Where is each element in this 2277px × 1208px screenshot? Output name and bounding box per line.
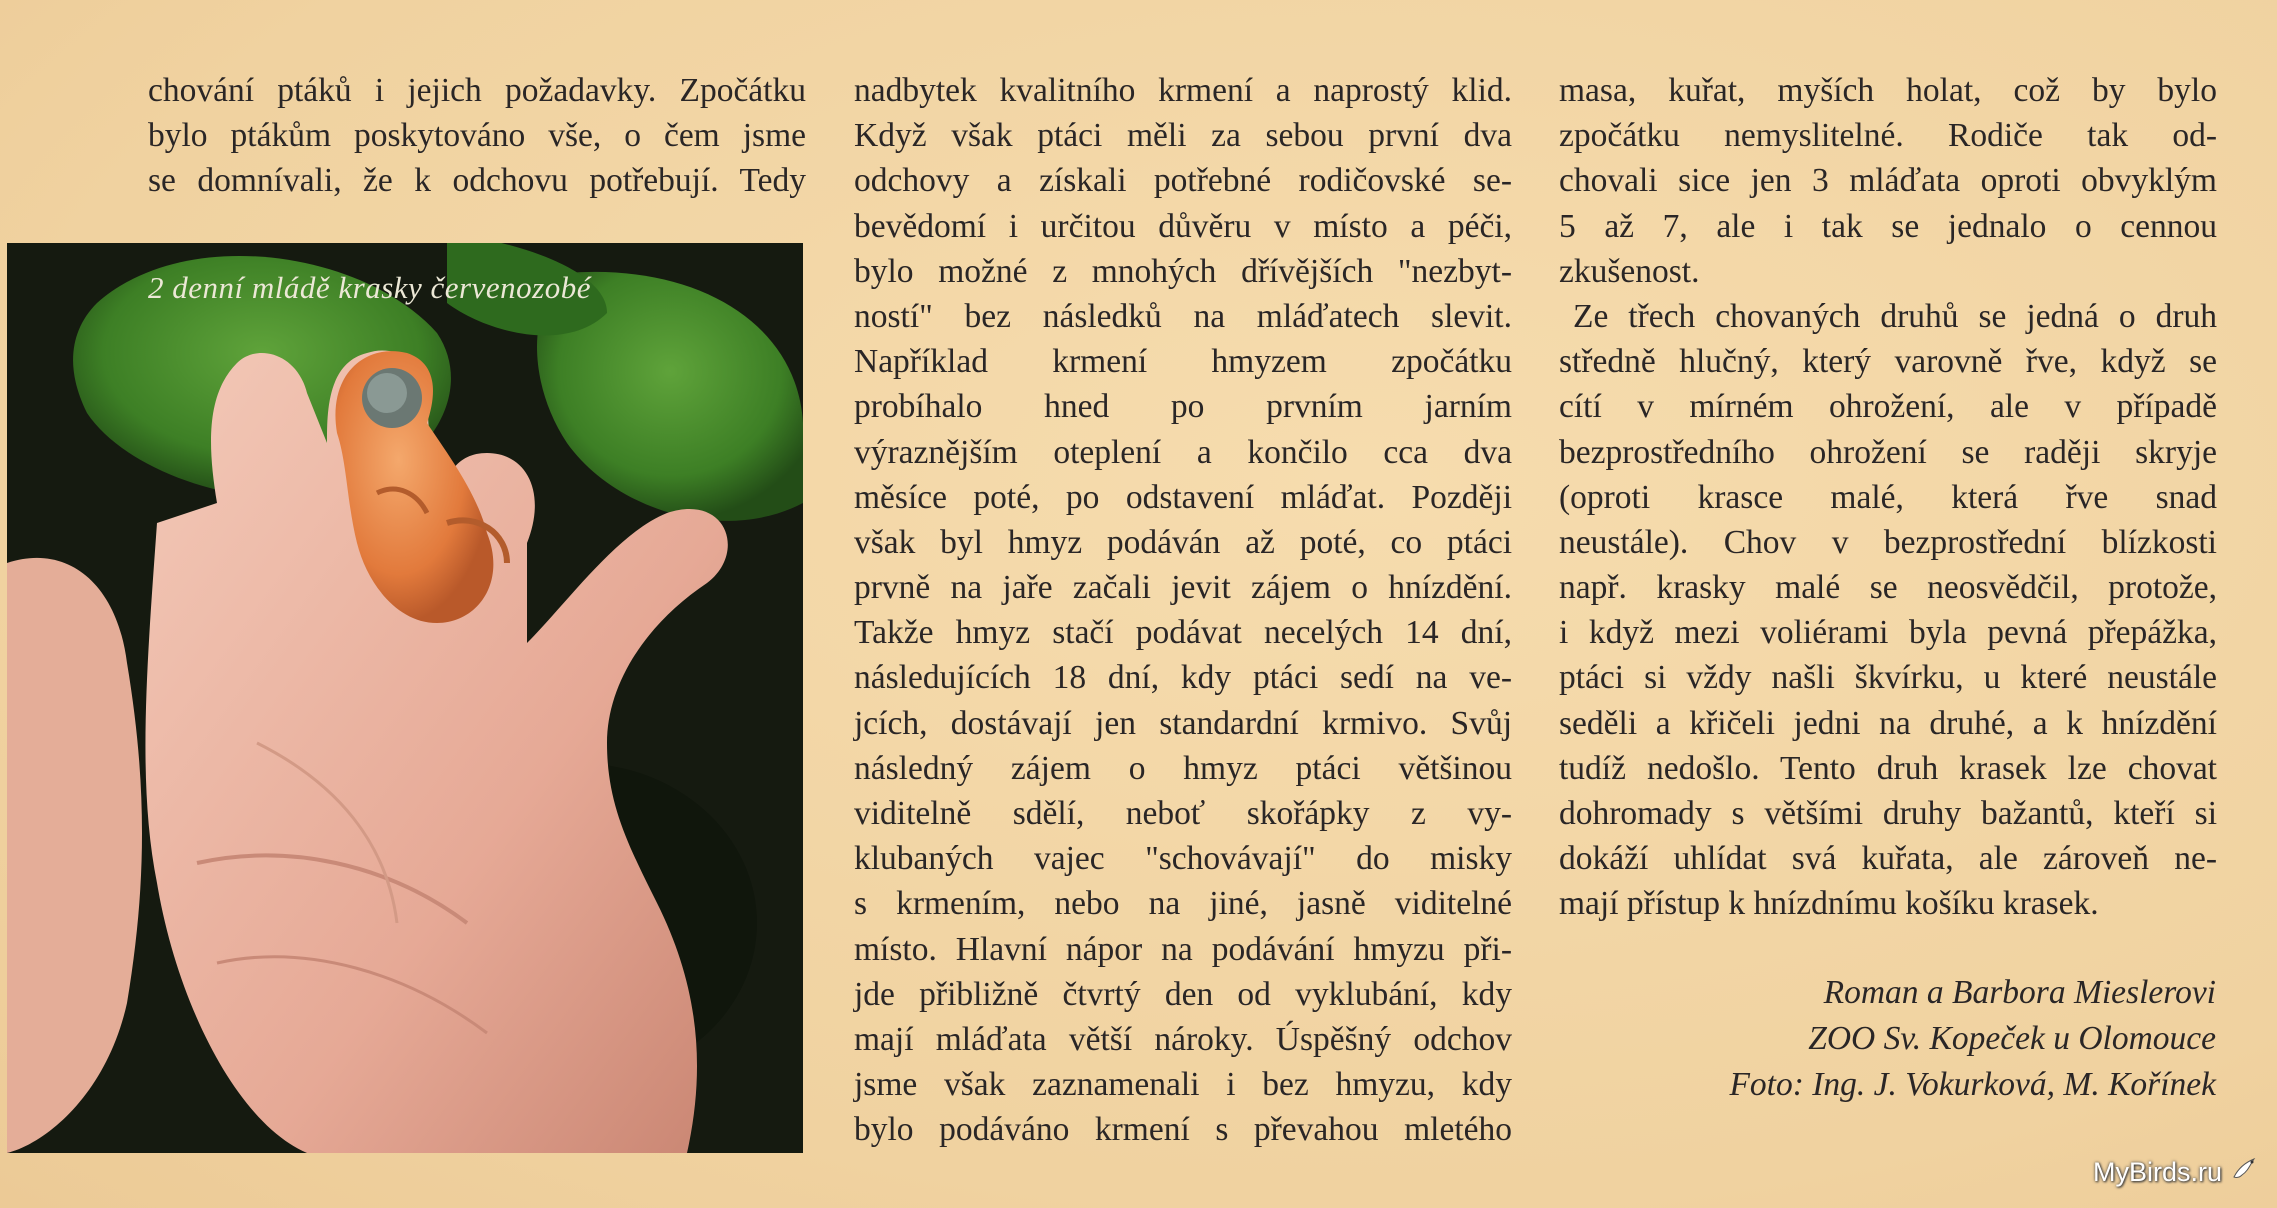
- text-line: se domnívali, že k odchovu potřebují. Tedy: [148, 162, 806, 200]
- bird-logo-icon: [2230, 1155, 2260, 1185]
- text-line: klubaných vajec "schovávají" do misky: [854, 840, 1512, 878]
- text-line: Například krmení hmyzem zpočátku: [854, 343, 1512, 381]
- text-line: neustále). Chov v bezprostřední blízkosti: [1559, 523, 2217, 561]
- text-line: dohromady s většími druhy bažantů, kteří si: [1559, 795, 2217, 832]
- watermark-text: MyBirds.ru: [2093, 1157, 2223, 1187]
- text-line: (oproti krasce malé, která řve snad: [1559, 478, 2217, 516]
- text-line: bezprostředního ohrožení se raději skryje: [1559, 433, 2217, 471]
- text-line: masa, kuřat, myších holat, což by bylo: [1559, 72, 2217, 109]
- signature-institution: ZOO Sv. Kopeček u Olomouce: [1808, 1020, 2216, 1057]
- text-line: výraznějším oteplení a končilo cca dva: [854, 433, 1512, 471]
- text-line: chovali sice jen 3 mláďata oproti obvyklým: [1559, 162, 2217, 200]
- text-line: středně hlučný, který varovně řve, když se: [1559, 343, 2217, 381]
- text-line: jsme však zaznamenali i bez hmyzu, kdy: [854, 1066, 1512, 1104]
- text-line: bylo možné z mnohých dřívějších "nezbyt-: [854, 252, 1512, 290]
- photo-caption: 2 denní mládě krasky červenozobé: [148, 270, 591, 305]
- text-line: zpočátku nemyslitelné. Rodiče tak od-: [1559, 117, 2217, 155]
- text-line: chování ptáků i jejich požadavky. Zpočátku: [148, 72, 806, 109]
- text-line: cítí v mírném ohrožení, ale v případě: [1559, 388, 2217, 426]
- text-line: Ze třech chovaných druhů se jedná o druh: [1573, 297, 2217, 335]
- text-line: seděli a křičeli jedni na druhé, a k hnízdění: [1559, 704, 2217, 742]
- text-column-2: [854, 68, 1512, 1153]
- site-watermark: [2093, 1155, 2260, 1188]
- text-line: měsíce poté, po odstavení mláďat. Později: [854, 478, 1512, 516]
- text-line: např. krasky malé se neosvědčil, protože,: [1559, 569, 2217, 607]
- text-line: bylo podáváno krmení s převahou mletého: [854, 1111, 1512, 1149]
- text-line: tudíž nedošlo. Tento druh krasek lze chovat: [1559, 749, 2217, 787]
- text-line: bylo ptákům poskytováno vše, o čem jsme: [148, 117, 806, 155]
- text-line: místo. Hlavní nápor na podávání hmyzu při-: [854, 930, 1512, 968]
- photo-hand-holding-chick: [7, 243, 803, 1153]
- text-line: 5 až 7, ale i tak se jednalo o cennou: [1559, 207, 2217, 245]
- text-line: nadbytek kvalitního krmení a naprostý klid.: [854, 72, 1512, 109]
- text-line: probíhalo hned po prvním jarním: [854, 388, 1512, 426]
- author-signature: [1729, 970, 2216, 1108]
- text-line: prvně na jaře začali jevit zájem o hnízdění.: [854, 569, 1512, 607]
- text-column-3: [1559, 68, 2217, 927]
- text-line: dokáží uhlídat svá kuřata, ale zároveň ne-: [1559, 840, 2217, 878]
- text-line: mají přístup k hnízdnímu košíku krasek.: [1559, 885, 2099, 923]
- text-line: však byl hmyz podáván až poté, co ptáci: [854, 523, 1512, 561]
- text-line: s krmením, nebo na jiné, jasně viditelné: [854, 885, 1512, 923]
- text-line: Takže hmyz stačí podávat necelých 14 dní,: [854, 614, 1512, 652]
- text-line: mají mláďata větší nároky. Úspěšný odchov: [854, 1020, 1512, 1058]
- signature-photo-credit: Foto: Ing. J. Vokurková, M. Kořínek: [1729, 1066, 2216, 1103]
- text-line: bevědomí i určitou důvěru v místo a péči,: [854, 207, 1512, 245]
- photo-illustration: [7, 243, 803, 1153]
- text-line: jcích, dostávají jen standardní krmivo. Svůj: [854, 704, 1512, 742]
- text-line: ností" bez následků na mláďatech slevit.: [854, 297, 1512, 335]
- text-line: Když však ptáci měli za sebou první dva: [854, 117, 1512, 155]
- text-line: viditelně sdělí, neboť skořápky z vy-: [854, 795, 1512, 832]
- text-line: odchovy a získali potřebné rodičovské se-: [854, 162, 1512, 200]
- text-line: ptáci si vždy našli škvírku, u které neustále: [1559, 659, 2217, 697]
- text-line: zkušenost.: [1559, 252, 1700, 290]
- text-line: i když mezi voliérami byla pevná přepážka,: [1559, 614, 2217, 652]
- signature-authors: Roman a Barbora Mieslerovi: [1823, 974, 2216, 1011]
- text-line: následný zájem o hmyz ptáci většinou: [854, 749, 1512, 787]
- text-column-1: [148, 68, 806, 204]
- text-line: jde přibližně čtvrtý den od vyklubání, kdy: [854, 975, 1512, 1013]
- text-line: následujících 18 dní, kdy ptáci sedí na ve-: [854, 659, 1512, 697]
